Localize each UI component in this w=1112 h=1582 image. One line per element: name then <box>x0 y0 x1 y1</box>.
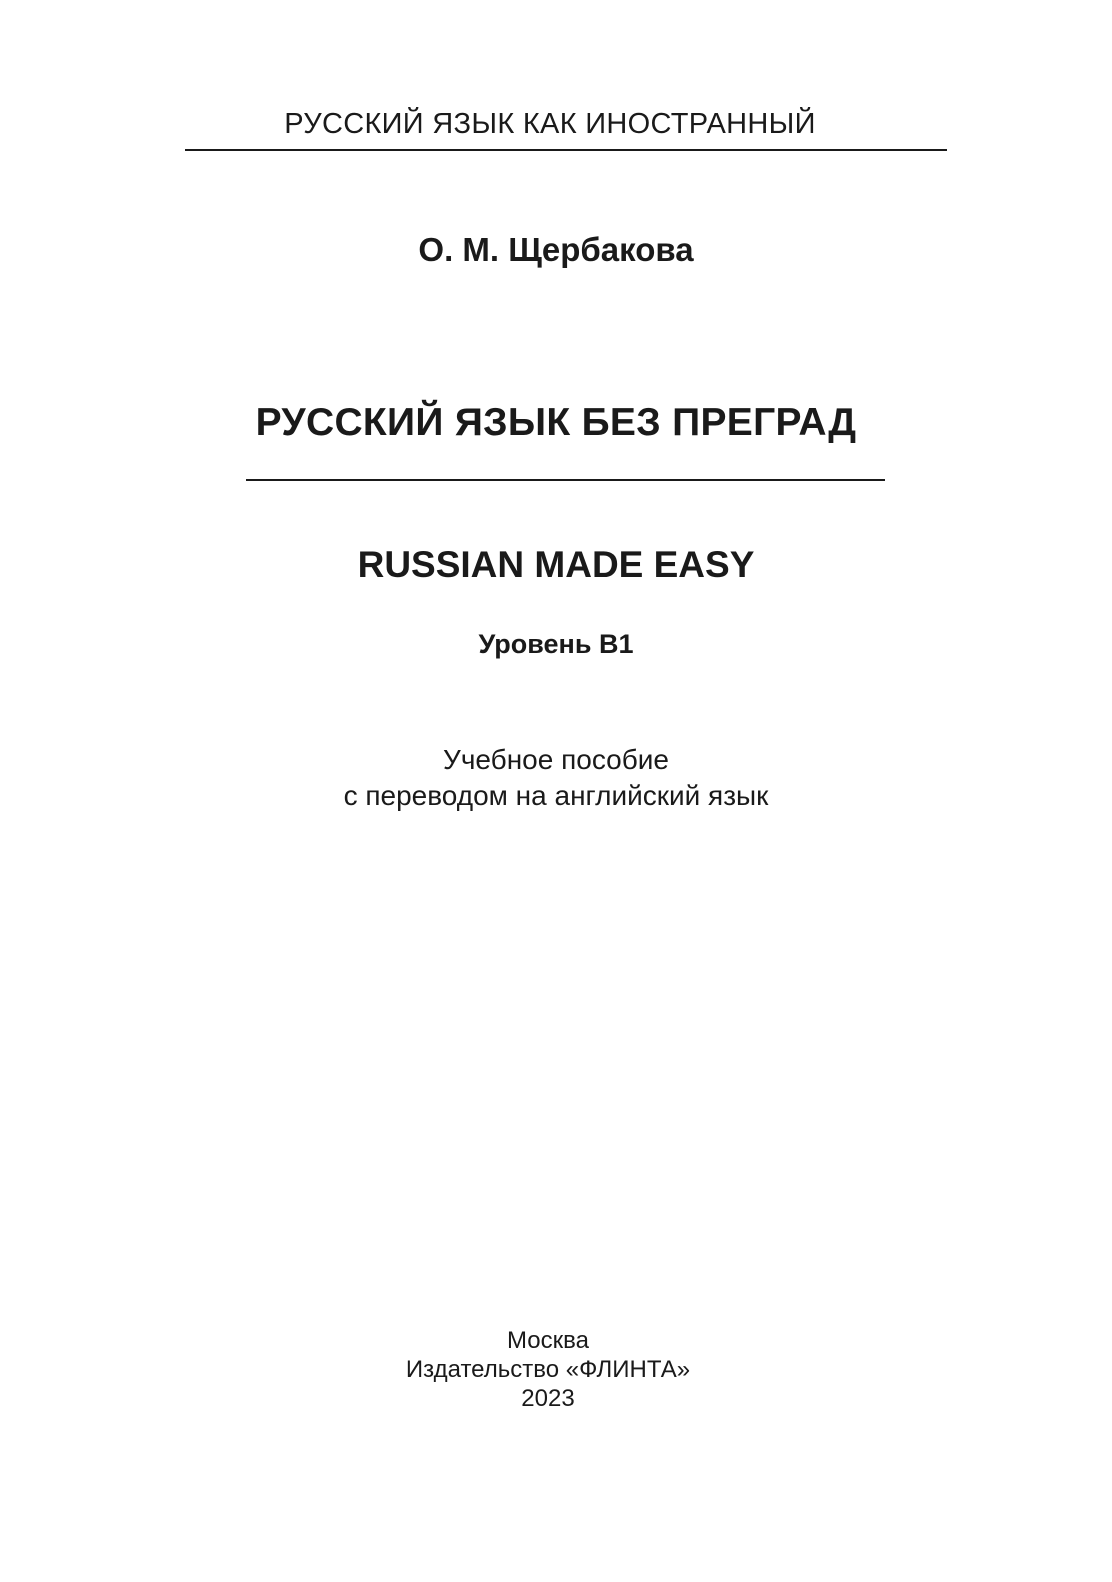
description-line-1: Учебное пособие <box>443 744 669 775</box>
series-divider <box>185 149 947 151</box>
title-divider <box>246 479 885 481</box>
book-title-russian: РУССКИЙ ЯЗЫК БЕЗ ПРЕГРАД <box>255 401 857 444</box>
imprint <box>0 1326 1104 1413</box>
level-label: Уровень В1 <box>478 629 634 659</box>
imprint-year: 2023 <box>521 1385 575 1412</box>
book-description <box>0 742 1112 814</box>
book-title-english: RUSSIAN MADE EASY <box>357 544 755 585</box>
author-name: О. М. Щербакова <box>418 231 694 268</box>
description-line-2: с переводом на английский язык <box>343 780 769 811</box>
imprint-publisher: Издательство «ФЛИНТА» <box>405 1356 691 1383</box>
imprint-city: Москва <box>507 1327 589 1354</box>
series-title: РУССКИЙ ЯЗЫК КАК ИНОСТРАННЫЙ <box>284 108 816 140</box>
